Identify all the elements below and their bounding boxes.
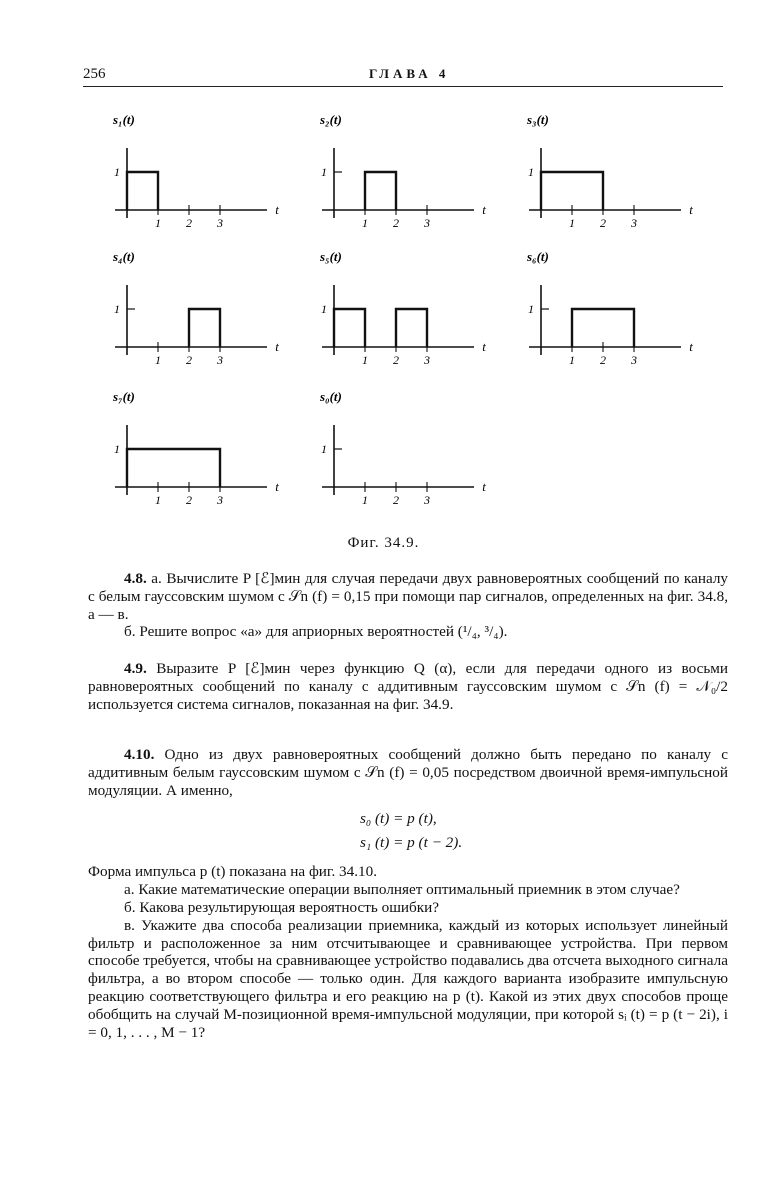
problem-number: 4.10. bbox=[124, 746, 155, 763]
problem-4-10-part-c: в. Укажите два способа реализации приемника, каждый из которых использует линейный фильтр и расположенное за ним отсчитывающее и сравнивающее устройства. При первом способе требуется, чтобы на сравнивающее устройство подавались два отсчета выходного сигнала фильтра, а во втором способе — только один. Для каждого варианта изобразите импульсную реакцию соответствующего фильтра и его реакцию на p (t). Какой из этих двух способов проще обобщить на случай M-позиционной время-импульсной модуляции, при которой sᵢ (t) = p (t − 2i), i = 0, 1, . . . , M − 1? bbox=[88, 916, 728, 1041]
x-tick-label: 2 bbox=[393, 216, 399, 230]
problem-number: 4.8. bbox=[124, 570, 147, 587]
problem-4-8-part-b: б. Решите вопрос «а» для априорных вероятностей (¹/₄, ³/₄). bbox=[124, 623, 508, 641]
signal-label: s₁(t) bbox=[113, 112, 135, 127]
signal-pulse bbox=[572, 309, 634, 347]
y-tick-label: 1 bbox=[114, 302, 120, 316]
signal-label: s₆(t) bbox=[527, 249, 549, 264]
figure-34-9 bbox=[0, 0, 767, 530]
formula-s1: s₁ (t) = p (t − 2). bbox=[360, 834, 463, 852]
x-axis-label: t bbox=[275, 339, 279, 354]
problem-4-10-part-b: б. Какова результирующая вероятность ошибки? bbox=[124, 898, 440, 916]
problem-4-8 bbox=[88, 570, 728, 641]
y-tick-label: 1 bbox=[321, 442, 327, 456]
x-tick-label: 1 bbox=[155, 493, 161, 507]
signal-pulse bbox=[189, 309, 220, 347]
x-axis-label: t bbox=[689, 202, 693, 217]
signal-label: s₇(t) bbox=[113, 389, 135, 404]
x-tick-label: 1 bbox=[155, 216, 161, 230]
problem-4-8-part-a: а. Вычислите P [ℰ]мин для случая передачи двух равновероятных сообщений по каналу с белым гауссовским шумом с 𝒮n (f) = 0,15 при помощи пар сигналов, определенных на фиг. 34.8, а — в. bbox=[88, 570, 728, 623]
x-tick-label: 3 bbox=[631, 216, 637, 230]
x-tick-label: 3 bbox=[217, 493, 223, 507]
signal-pulse bbox=[334, 309, 365, 347]
x-tick-label: 2 bbox=[393, 493, 399, 507]
y-tick-label: 1 bbox=[321, 165, 327, 179]
x-tick-label: 3 bbox=[424, 353, 430, 367]
formula-block bbox=[360, 807, 728, 855]
problem-4-10-intro: Одно из двух равновероятных сообщений должно быть передано по каналу с аддитивным белым гауссовским шумом с 𝒮n (f) = 0,05 посредством двоичной время-импульсной модуляции. А именно, bbox=[88, 746, 729, 799]
signal-pulse bbox=[365, 172, 396, 210]
x-tick-label: 2 bbox=[186, 353, 192, 367]
problem-4-9-text: Выразите P [ℰ]мин через функцию Q (α), если для передачи одного из восьми равновероятных сообщений по каналу с аддитивным гауссовским шумом с 𝒮n (f) = 𝒩₀/2 используется система сигналов, показанная на фиг. 34.9. bbox=[88, 660, 729, 713]
x-axis-label: t bbox=[482, 339, 486, 354]
y-tick-label: 1 bbox=[114, 442, 120, 456]
signal-label: s₀(t) bbox=[320, 389, 342, 404]
x-tick-label: 2 bbox=[600, 353, 606, 367]
x-tick-label: 1 bbox=[569, 216, 575, 230]
problem-number: 4.9. bbox=[124, 660, 147, 677]
signal-pulse bbox=[127, 449, 220, 487]
x-tick-label: 3 bbox=[424, 216, 430, 230]
signal-label: s₄(t) bbox=[113, 249, 135, 264]
page-number: 256 bbox=[83, 66, 106, 82]
x-axis-label: t bbox=[482, 479, 486, 494]
x-tick-label: 2 bbox=[186, 216, 192, 230]
x-tick-label: 1 bbox=[155, 353, 161, 367]
x-tick-label: 2 bbox=[600, 216, 606, 230]
formula-s0: s₀ (t) = p (t), bbox=[360, 810, 437, 828]
y-tick-label: 1 bbox=[114, 165, 120, 179]
x-tick-label: 3 bbox=[217, 353, 223, 367]
running-title: ГЛАВА 4 bbox=[369, 66, 450, 81]
signal-label: s₃(t) bbox=[527, 112, 549, 127]
y-tick-label: 1 bbox=[528, 165, 534, 179]
x-tick-label: 1 bbox=[362, 493, 368, 507]
x-tick-label: 1 bbox=[362, 353, 368, 367]
x-tick-label: 2 bbox=[186, 493, 192, 507]
signal-label: s₅(t) bbox=[320, 249, 342, 264]
x-tick-label: 1 bbox=[362, 216, 368, 230]
pulse-shape-note: Форма импульса p (t) показана на фиг. 34.10. bbox=[88, 863, 378, 881]
problem-4-9 bbox=[88, 660, 728, 713]
y-tick-label: 1 bbox=[528, 302, 534, 316]
x-tick-label: 1 bbox=[569, 353, 575, 367]
signal-pulse bbox=[127, 172, 158, 210]
x-tick-label: 3 bbox=[631, 353, 637, 367]
signal-pulse bbox=[541, 172, 603, 210]
x-axis-label: t bbox=[689, 339, 693, 354]
x-tick-label: 3 bbox=[424, 493, 430, 507]
x-axis-label: t bbox=[482, 202, 486, 217]
x-tick-label: 3 bbox=[217, 216, 223, 230]
problem-4-10-part-a: а. Какие математические операции выполняет оптимальный приемник в этом случае? bbox=[124, 881, 680, 899]
problem-4-10 bbox=[88, 746, 728, 1041]
signal-label: s₂(t) bbox=[320, 112, 342, 127]
x-tick-label: 2 bbox=[393, 353, 399, 367]
figure-caption: Фиг. 34.9. bbox=[347, 535, 420, 551]
y-tick-label: 1 bbox=[321, 302, 327, 316]
signal-pulse bbox=[396, 309, 427, 347]
x-axis-label: t bbox=[275, 479, 279, 494]
x-axis-label: t bbox=[275, 202, 279, 217]
